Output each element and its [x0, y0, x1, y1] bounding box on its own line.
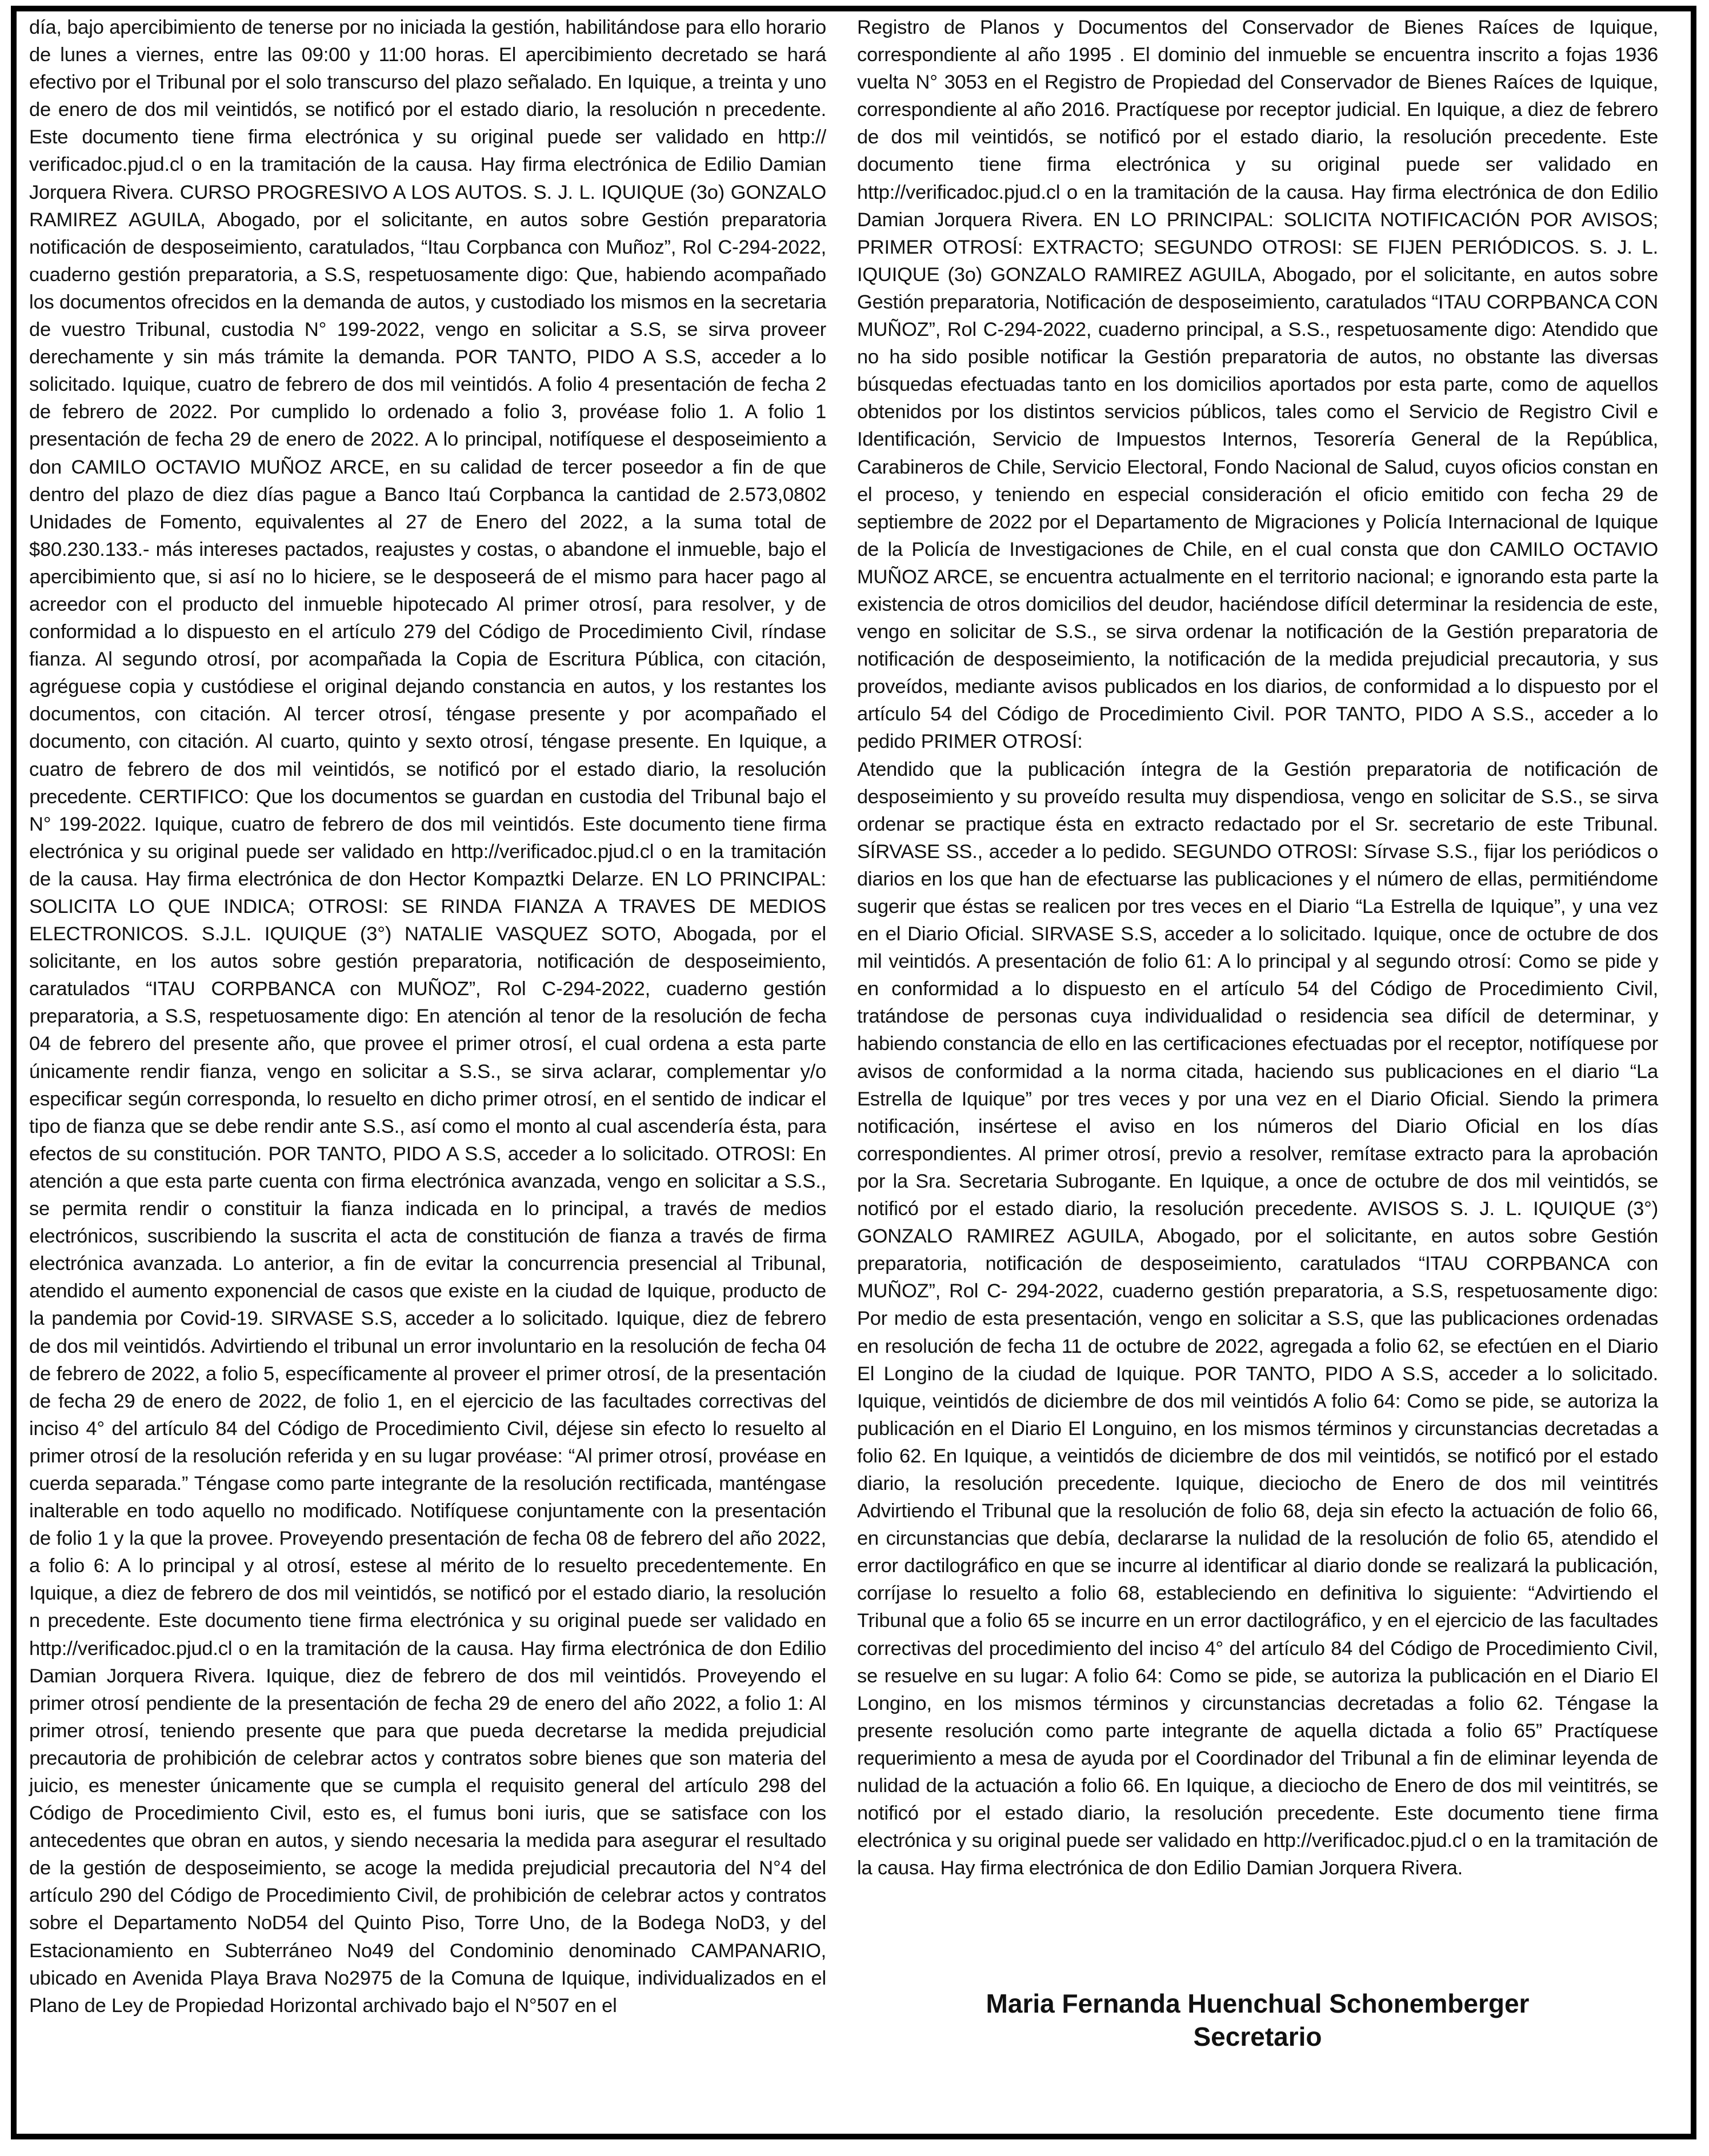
right-paragraph: Atendido que la publicación íntegra de la Gestión preparatoria de notificación de desposeimiento y su proveído resulta muy dispendiosa, vengo en solicitar de S.S., se sirva ordenar se practique ésta en extracto redactado por el Sr. secretario de este Tribunal. SÍRVASE SS., acceder a lo pedido. SEGUNDO OTROSI: Sírvase S.S., fijar los periódicos o diarios en los que han de efectuarse las publicaciones y el número de ellas, permitiéndome sugerir que éstas se realicen por tres veces en el Diario “La Estrella de Iquique”, y una vez en el Diario Oficial. SIRVASE S.S, acceder a lo solicitado. Iquique, once de octubre de dos mil veintidós. A presentación de folio 61: A lo principal y al segundo otrosí: Como se pide y en conformidad a lo dispuesto en el artículo 54 del Código de Procedimiento Civil, tratándose de personas cuya individualidad o residencia sea difícil de determinar, y habiendo constancia de ello en las certificaciones efectuadas por el receptor, notifíquese por avisos de conformidad a la norma citada, haciendo sus publicaciones en el diario “La Estrella de Iquique” por tres veces y por una vez en el Diario Oficial. Siendo la primera notificación, insértese el aviso en los números del Diario Oficial en los días correspondientes. Al primer otrosí, previo a resolver, remítase extracto para la aprobación por la Sra. Secretaria Subrogante. En Iquique, a once de octubre de dos mil veintidós, se notificó por el estado diario, la resolución precedente. AVISOS S. J. L. IQUIQUE (3°) GONZALO RAMIREZ AGUILA, Abogado, por el solicitante, en autos sobre Gestión preparatoria, notificación de desposeimiento, caratulados “ITAU CORPBANCA con MUÑOZ”, Rol C- 294-2022, cuaderno gestión preparatoria, a S.S, respetuosamente digo: Por medio de esta presentación, vengo en solicitar a S.S, que las publicaciones ordenadas en resolución de fecha 11 de octubre de 2022, agregada a folio 62, se efectúen en el Diario El Longino de la ciudad de Iquique. POR TANTO, PIDO A S.S, acceder a lo solicitado. Iquique, veintidós de diciembre de dos mil veintidós A folio 64: Como se pide, se autoriza la publicación en el Diario El Longuino, en los mismos términos y circunstancias decretadas a folio 62. En Iquique, a veintidós de diciembre de dos mil veintidós, se notificó por el estado diario, la resolución precedente. Iquique, dieciocho de Enero de dos mil veintitrés Advirtiendo el Tribunal que la resolución de folio 68, deja sin efecto la actuación de folio 66, en circunstancias que debía, declararse la nulidad de la resolución de folio 65, atendido el error dactilográfico en que se incurre al identificar al diario donde se realizará la publicación, corríjase lo resuelto a folio 68, estableciendo en definitiva lo siguiente: “Advirtiendo el Tribunal que a folio 65 se incurre en un error dactilográfico, y en el ejercicio de las facultades correctivas del procedimiento del inciso 4° del artículo 84 del Código de Procedimiento Civil, se resuelve en su lugar: A folio 64: Como se pide, se autoriza la publicación en el Diario El Longino, en los mismos términos y circunstancias decretadas a folio 62. Téngase la presente resolución como parte integrante de aquella dictada a folio 65” Practíquese requerimiento a mesa de ayuda por el Coordinador del Tribunal a fin de eliminar leyenda de nulidad de la actuación a folio 66. En Iquique, a dieciocho de Enero de dos mil veintitrés, se notificó por el estado diario, la resolución precedente. Este documento tiene firma electrónica y su original puede ser validado en http://verificadoc.pjud.cl o en la tramitación de la causa. Hay firma electrónica de don Edilio Damian Jorquera Rivera.: [857, 758, 1658, 1880]
left-paragraph: día, bajo apercibimiento de tenerse por no iniciada la gestión, habilitándose para ello horario de lunes a viernes, entre las 09:00 y 11:00 horas. El apercibimiento decretado se hará efectivo por el Tribunal por el solo transcurso del plazo señalado. En Iquique, a treinta y uno de enero de dos mil veintidós, se notificó por el estado diario, la resolución n precedente. Este documento tiene firma electrónica y su original puede ser validado en http:// verificadoc.pjud.cl o en la tramitación de la causa. Hay firma electrónica de Edilio Damian Jorquera Rivera. CURSO PROGRESIVO A LOS AUTOS. S. J. L. IQUIQUE (3o) GONZALO RAMIREZ AGUILA, Abogado, por el solicitante, en autos sobre Gestión preparatoria notificación de desposeimiento, caratulados, “Itau Corpbanca con Muñoz”, Rol C-294-2022, cuaderno gestión preparatoria, a S.S, respetuosamente digo: Que, habiendo acompañado los documentos ofrecidos en la demanda de autos, y custodiado los mismos en la secretaria de vuestro Tribunal, custodia N° 199-2022, vengo en solicitar a S.S, se sirva proveer derechamente y sin más trámite la demanda. POR TANTO, PIDO A S.S, acceder a lo solicitado. Iquique, cuatro de febrero de dos mil veintidós. A folio 4 presentación de fecha 2 de febrero de 2022. Por cumplido lo ordenado a folio 3, provéase folio 1. A folio 1 presentación de fecha 29 de enero de 2022. A lo principal, notifíquese el desposeimiento a don CAMILO OCTAVIO MUÑOZ ARCE, en su calidad de tercer poseedor a fin de que dentro del plazo de diez días pague a Banco Itaú Corpbanca la cantidad de 2.573,0802 Unidades de Fomento, equivalentes al 27 de Enero del 2022, a la suma total de $80.230.133.- más intereses pactados, reajustes y costas, o abandone el inmueble, bajo el apercibimiento que, si así no lo hiciere, se le desposeerá de el mismo para hacer pago al acreedor con el producto del inmueble hipotecado Al primer otrosí, para resolver, y de conformidad a lo dispuesto en el artículo 279 del Código de Procedimiento Civil, ríndase fianza. Al segundo otrosí, por acompañada la Copia de Escritura Pública, con citación, agréguese copia y custódiese el original dejando constancia en autos, y los restantes los documentos, con citación. Al tercer otrosí, téngase presente y por acompañado el documento, con citación. Al cuarto, quinto y sexto otrosí, téngase presente. En Iquique, a cuatro de febrero de dos mil veintidós, se notificó por el estado diario, la resolución precedente. CERTIFICO: Que los documentos se guardan en custodia del Tribunal bajo el N° 199-2022. Iquique, cuatro de febrero de dos mil veintidós. Este documento tiene firma electrónica y su original puede ser validado en http://verificadoc.pjud.cl o en la tramitación de la causa. Hay firma electrónica de don Hector Kompaztki Delarze. EN LO PRINCIPAL: SOLICITA LO QUE INDICA; OTROSI: SE RINDA FIANZA A TRAVES DE MEDIOS ELECTRONICOS. S.J.L. IQUIQUE (3°) NATALIE VASQUEZ SOTO, Abogada, por el solicitante, en los autos sobre gestión preparatoria, notificación de desposeimiento, caratulados “ITAU CORPBANCA con MUÑOZ”, Rol C-294-2022, cuaderno gestión preparatoria, a S.S, respetuosamente digo: En atención al tenor de la resolución de fecha 04 de febrero del presente año, que provee el primer otrosí, el cual ordena a esta parte únicamente rendir fianza, vengo en solicitar a S.S., se sirva aclarar, complementar y/o especificar según corresponda, lo resuelto en dicho primer otrosí, en el sentido de indicar el tipo de fianza que se debe rendir ante S.S., así como el monto al cual ascendería ésta, para efectos de su constitución. POR TANTO, PIDO A S.S, acceder a lo solicitado. OTROSI: En atención a que esta parte cuenta con firma electrónica avanzada, vengo en solicitar a S.S., se permita rendir o constituir la fianza indicada en lo principal, a través de medios electrónicos, suscribiendo la suscrita el acta de constitución de fianza a través de firma electrónica avanzada. Lo anterior, a fin de evitar la concurrencia presencial al Tribunal, atendido el aumento exponencial de casos que existe en la ciudad de Iquique, producto de la pandemia por Covid-19. SIRVASE S.S, acceder a lo solicitado. Iquique, diez de febrero de dos mil veintidós. Advirtiendo el tribunal un error involuntario en la resolución de fecha 04 de febrero de 2022, a folio 5, específicamente al proveer el primer otrosí, de la presentación de fecha 29 de enero de 2022, de folio 1, en el ejercicio de las facultades correctivas del inciso 4° del artículo 84 del Código de Procedimiento Civil, déjese sin efecto lo resuelto al primer otrosí de la resolución referida y en su lugar provéase: “Al primer otrosí, provéase en cuerda separada.” Téngase como parte integrante de la resolución rectificada, manténgase inalterable en todo aquello no modificado. Notifíquese conjuntamente con la presentación de folio 1 y la que la provee. Proveyendo presentación de fecha 08 de febrero del año 2022, a folio 6: A lo principal y al otrosí, estese al mérito de lo resuelto precedentemente. En Iquique, a diez de febrero de dos mil veintidós, se notificó por el estado diario, la resolución n precedente. Este documento tiene firma electrónica y su original puede ser validado en http://verificadoc.pjud.cl o en la tramitación de la causa. Hay firma electrónica de don Edilio Damian Jorquera Rivera. Iquique, diez de febrero de dos mil veintidós. Proveyendo el primer otrosí pendiente de la presentación de fecha 29 de enero del año 2022, a folio 1: Al primer otrosí, teniendo presente que para que pueda decretarse la medida prejudicial precautoria de prohibición de celebrar actos y contratos sobre bienes que son materia del juicio, es menester únicamente que se cumpla el requisito general del artículo 298 del Código de Procedimiento Civil, esto es, el fumus boni iuris, que se satisface con los antecedentes que obran en autos, y siendo necesaria la medida para asegurar el resultado de la gestión de desposeimiento, se acoge la medida prejudicial precautoria del N°4 del artículo 290 del Código de Procedimiento Civil, de prohibición de celebrar actos y contratos sobre el Departamento NoD54 del Quinto Piso, Torre Uno, de la Bodega NoD3, y del Estacionamiento en Subterráneo No49 del Condominio denominado CAMPANARIO, ubicado en Avenida Playa Brava No2975 de la Comuna de Iquique, individualizados en el Plano de Ley de Propiedad Horizontal archivado bajo el N°507 en el: [29, 17, 826, 2017]
notice-frame: [11, 6, 1696, 2139]
right-column: [857, 14, 1658, 1882]
signatory-name: Maria Fernanda Huenchual Schonemberger: [986, 1989, 1530, 2018]
signature-block: [857, 1987, 1658, 2053]
right-paragraph: Registro de Planos y Documentos del Conservador de Bienes Raíces de Iquique, correspondiente al año 1995 . El dominio del inmueble se encuentra inscrito a fojas 1936 vuelta N° 3053 en el Registro de Propiedad del Conservador de Bienes Raíces de Iquique, correspondiente al año 2016. Practíquese por receptor judicial. En Iquique, a diez de febrero de dos mil veintidós, se notificó por el estado diario, la resolución precedente. Este documento tiene firma electrónica y su original puede ser validado en http://verificadoc.pjud.cl o en la tramitación de la causa. Hay firma electrónica de don Edilio Damian Jorquera Rivera. EN LO PRINCIPAL: SOLICITA NOTIFICACIÓN POR AVISOS; PRIMER OTROSÍ: EXTRACTO; SEGUNDO OTROSI: SE FIJEN PERIÓDICOS. S. J. L. IQUIQUE (3o) GONZALO RAMIREZ AGUILA, Abogado, por el solicitante, en autos sobre Gestión preparatoria, Notificación de desposeimiento, caratulados “ITAU CORPBANCA CON MUÑOZ”, Rol C-294-2022, cuaderno principal, a S.S., respetuosamente digo: Atendido que no ha sido posible notificar la Gestión preparatoria de autos, no obstante las diversas búsquedas efectuadas tanto en los domicilios aportados por esta parte, como de aquellos obtenidos por los distintos servicios públicos, tales como el Servicio de Registro Civil e Identificación, Servicio de Impuestos Internos, Tesorería General de la República, Carabineros de Chile, Servicio Electoral, Fondo Nacional de Salud, cuyos oficios constan en el proceso, y teniendo en especial consideración el oficio emitido con fecha 29 de septiembre de 2022 por el Departamento de Migraciones y Policía Internacional de Iquique de la Policía de Investigaciones de Chile, en el cual consta que don CAMILO OCTAVIO MUÑOZ ARCE, se encuentra actualmente en el territorio nacional; e ignorando esta parte la existencia de otros domicilios del deudor, haciéndose difícil determinar la residencia de este, vengo en solicitar de S.S., se sirva ordenar la notificación de la Gestión preparatoria de notificación de desposeimiento, la notificación de la medida prejudicial precautoria, y sus proveídos, mediante avisos publicados en los diarios, de conformidad a lo dispuesto por el artículo 54 del Código de Procedimiento Civil. POR TANTO, PIDO A S.S., acceder a lo pedido PRIMER OTROSÍ:: [857, 17, 1658, 753]
left-column: [29, 14, 826, 2019]
signatory-title: Secretario: [1193, 2022, 1322, 2051]
